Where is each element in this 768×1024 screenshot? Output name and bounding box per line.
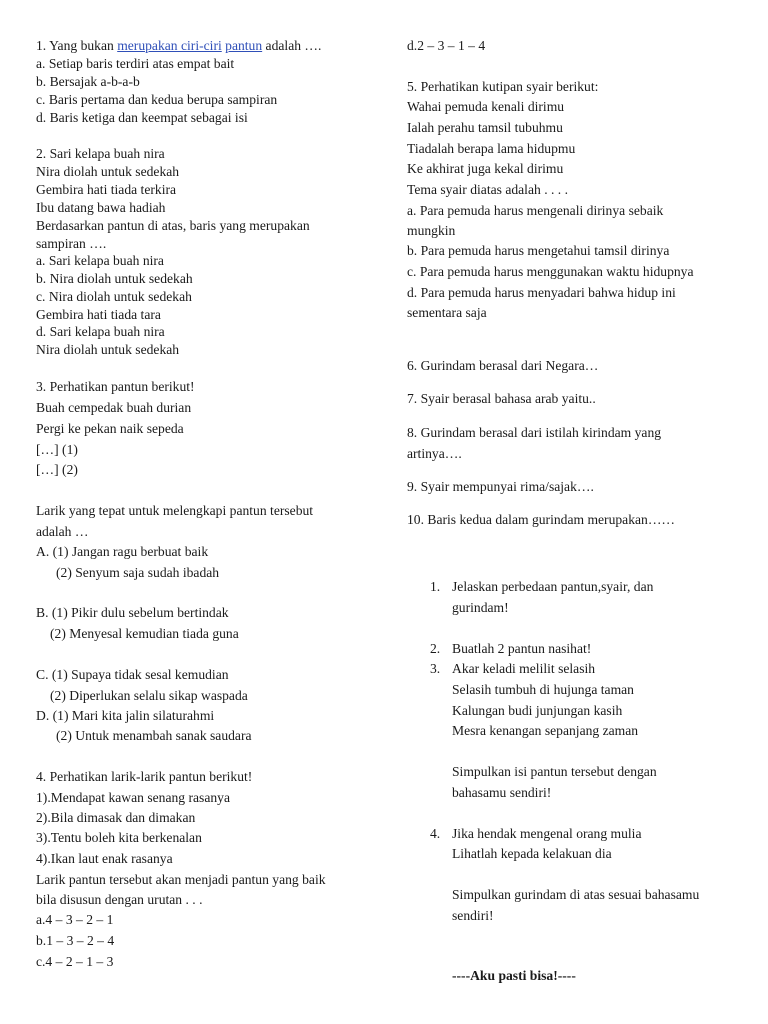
question-4-line: bila disusun dengan urutan . . .	[36, 892, 203, 907]
question-3-line: adalah …	[36, 524, 89, 539]
essay-1-number: 1.	[430, 579, 441, 594]
question-5-option: d. Para pemuda harus menyadari bahwa hidup ini	[407, 285, 676, 300]
essay-4-line: Simpulkan gurindam di atas sesuai bahasamu	[452, 887, 700, 902]
question-2-line: Gembira hati tiada terkira	[36, 182, 177, 197]
question-3-line: […] (2)	[36, 462, 78, 477]
option-line: b. Bersajak a-b-a-b	[36, 74, 140, 89]
essay-1-line: gurindam!	[452, 600, 509, 615]
question-3-line: Pergi ke pekan naik sepeda	[36, 421, 184, 436]
question-5-option: a. Para pemuda harus mengenali dirinya sebaik	[407, 203, 664, 218]
question-1-prefix: 1. Yang bukan	[36, 38, 118, 53]
question-2-line: c. Nira diolah untuk sedekah	[36, 289, 192, 304]
question-3-option: B. (1) Pikir dulu sebelum bertindak	[36, 605, 229, 620]
question-4-option: b.1 – 3 – 2 – 4	[36, 933, 115, 948]
question-2-line: Nira diolah untuk sedekah	[36, 342, 180, 357]
question-5-option: sementara saja	[407, 305, 487, 320]
question-5-line: Ialah perahu tamsil tubuhmu	[407, 120, 563, 135]
question-5-line: 5. Perhatikan kutipan syair berikut:	[407, 79, 599, 94]
question-3-line: […] (1)	[36, 442, 78, 457]
question-5-option: c. Para pemuda harus menggunakan waktu hidupnya	[407, 264, 694, 279]
question-5-option: b. Para pemuda harus mengetahui tamsil dirinya	[407, 243, 670, 258]
question-10: 10. Baris kedua dalam gurindam merupakan……	[407, 512, 676, 527]
pantun-link[interactable]: pantun	[225, 38, 263, 53]
question-5-line: Tiadalah berapa lama hidupmu	[407, 141, 576, 156]
question-3-line: 3. Perhatikan pantun berikut!	[36, 379, 195, 394]
question-4-option-d: d.2 – 3 – 1 – 4	[407, 38, 486, 53]
question-3-option: D. (1) Mari kita jalin silaturahmi	[36, 708, 215, 723]
question-2-line: Gembira hati tiada tara	[36, 307, 161, 322]
question-7: 7. Syair berasal bahasa arab yaitu..	[407, 391, 596, 406]
question-5-option: mungkin	[407, 223, 456, 238]
question-8-cont: artinya….	[407, 446, 462, 461]
question-3-option: A. (1) Jangan ragu berbuat baik	[36, 544, 209, 559]
essay-2-line: Buatlah 2 pantun nasihat!	[452, 641, 592, 656]
question-4-line: 2).Bila dimasak dan dimakan	[36, 810, 196, 825]
option-line: c. Baris pertama dan kedua berupa sampiran	[36, 92, 278, 107]
question-8: 8. Gurindam berasal dari istilah kirindam yang	[407, 425, 662, 440]
essay-3-line: Simpulkan isi pantun tersebut dengan	[452, 764, 657, 779]
essay-3-number: 3.	[430, 661, 441, 676]
question-4-option: a.4 – 3 – 2 – 1	[36, 912, 114, 927]
essay-3-line: Kalungan budi junjungan kasih	[452, 703, 623, 718]
closing-motto: ----Aku pasti bisa!----	[452, 968, 576, 983]
question-2-line: d. Sari kelapa buah nira	[36, 324, 165, 339]
question-4-line: 1).Mendapat kawan senang rasanya	[36, 790, 231, 805]
question-2-line: a. Sari kelapa buah nira	[36, 253, 164, 268]
essay-2-number: 2.	[430, 641, 441, 656]
question-2-line: b. Nira diolah untuk sedekah	[36, 271, 193, 286]
question-5-line: Tema syair diatas adalah . . . .	[407, 182, 568, 197]
question-6: 6. Gurindam berasal dari Negara…	[407, 358, 599, 373]
essay-4-line: Lihatlah kepada kelakuan dia	[452, 846, 612, 861]
question-4-line: Larik pantun tersebut akan menjadi pantun yang baik	[36, 872, 326, 887]
question-1-text: 1. Yang bukan merupakan ciri-ciri pantun adalah ….	[36, 38, 322, 53]
question-2-line: Berdasarkan pantun di atas, baris yang merupakan	[36, 218, 310, 233]
question-5-line: Wahai pemuda kenali dirimu	[407, 99, 565, 114]
question-3-option: (2) Untuk menambah sanak saudara	[56, 728, 252, 743]
question-3-option: (2) Senyum saja sudah ibadah	[56, 565, 220, 580]
essay-3-line: Mesra kenangan sepanjang zaman	[452, 723, 639, 738]
essay-3-line: Selasih tumbuh di hujunga taman	[452, 682, 634, 697]
question-2-line: Nira diolah untuk sedekah	[36, 164, 180, 179]
question-3-option: C. (1) Supaya tidak sesal kemudian	[36, 667, 229, 682]
question-2-line: sampiran ….	[36, 236, 107, 251]
question-2-line: Ibu datang bawa hadiah	[36, 200, 166, 215]
essay-4-line: Jika hendak mengenal orang mulia	[452, 826, 642, 841]
question-4-line: 4).Ikan laut enak rasanya	[36, 851, 173, 866]
option-line: d. Baris ketiga dan keempat sebagai isi	[36, 110, 248, 125]
question-3-line: Larik yang tepat untuk melengkapi pantun tersebut	[36, 503, 314, 518]
question-9: 9. Syair mempunyai rima/sajak….	[407, 479, 594, 494]
essay-4-line: sendiri!	[452, 908, 494, 923]
question-4-option: c.4 – 2 – 1 – 3	[36, 954, 114, 969]
essay-4-number: 4.	[430, 826, 441, 841]
question-2-line: 2. Sari kelapa buah nira	[36, 146, 165, 161]
question-3-option: (2) Menyesal kemudian tiada guna	[50, 626, 239, 641]
ciri-ciri-link[interactable]: merupakan ciri-ciri	[117, 38, 222, 53]
essay-1-line: Jelaskan perbedaan pantun,syair, dan	[452, 579, 654, 594]
question-5-line: Ke akhirat juga kekal dirimu	[407, 161, 564, 176]
essay-3-line: bahasamu sendiri!	[452, 785, 552, 800]
question-4-line: 3).Tentu boleh kita berkenalan	[36, 830, 202, 845]
essay-3-line: Akar keladi melilit selasih	[452, 661, 596, 676]
question-3-line: Buah cempedak buah durian	[36, 400, 192, 415]
question-3-option: (2) Diperlukan selalu sikap waspada	[50, 688, 248, 703]
option-line: a. Setiap baris terdiri atas empat bait	[36, 56, 235, 71]
question-4-line: 4. Perhatikan larik-larik pantun berikut!	[36, 769, 253, 784]
